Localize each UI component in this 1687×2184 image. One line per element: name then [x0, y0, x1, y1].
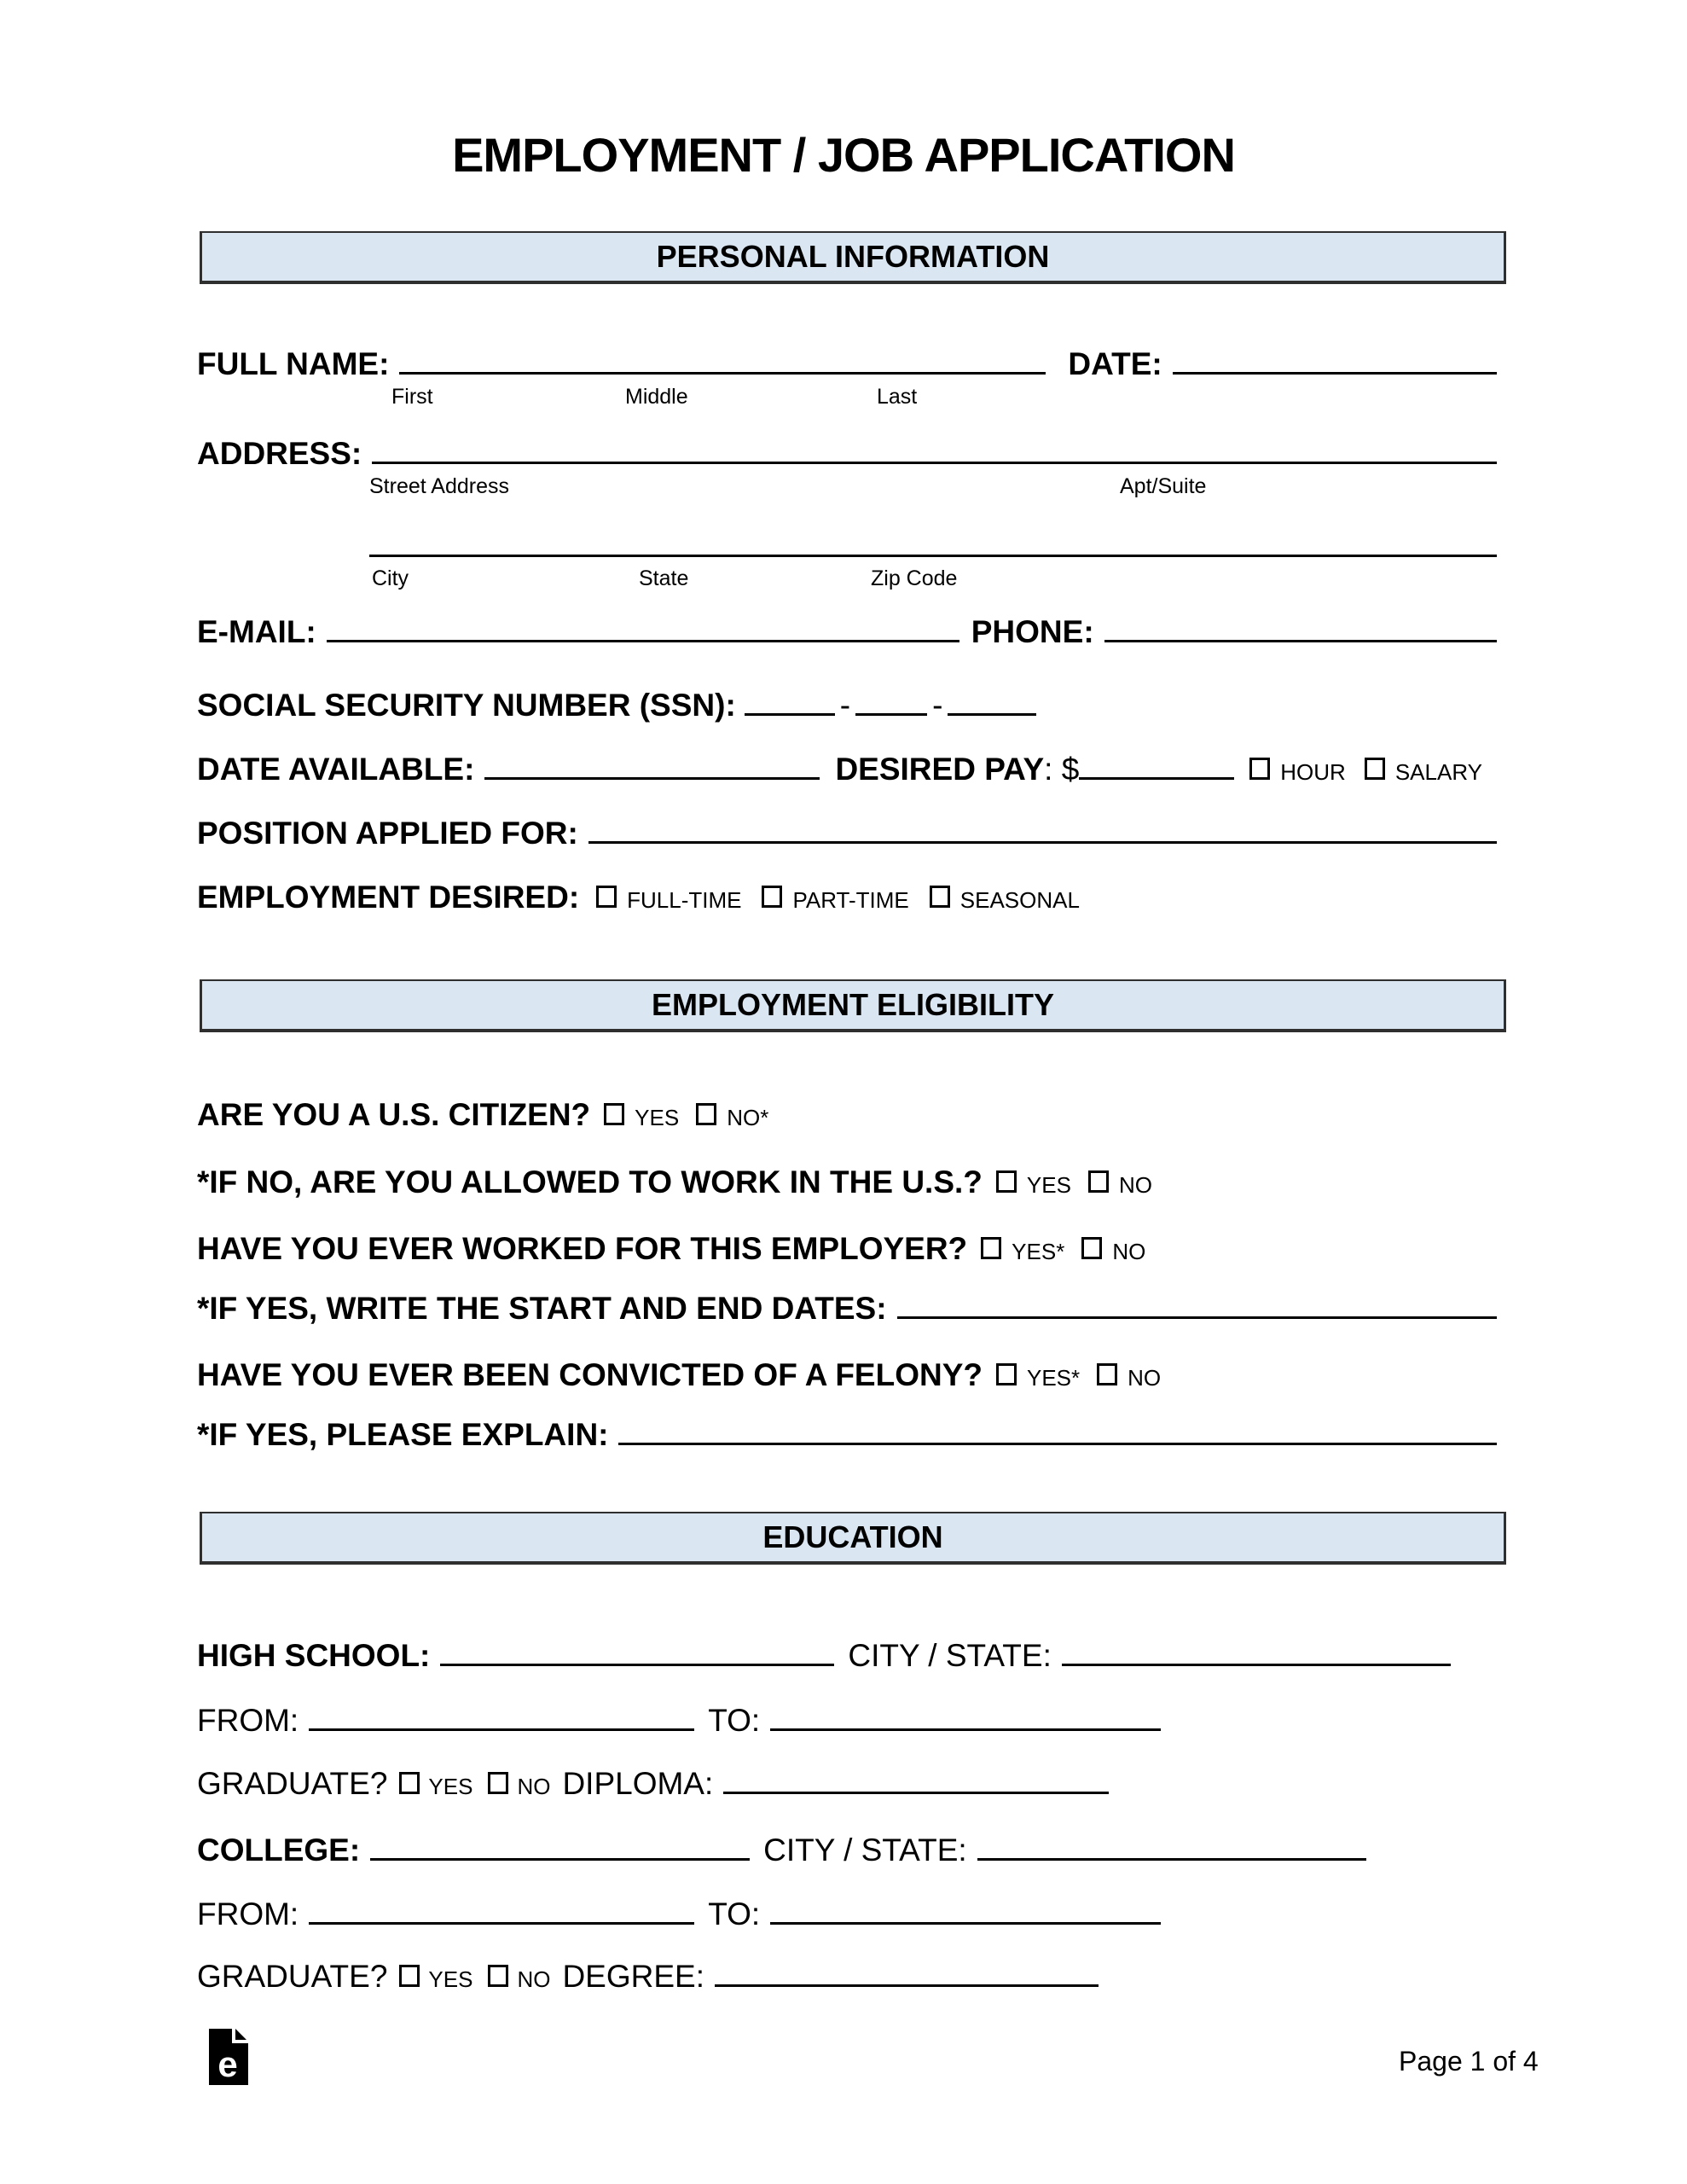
hs-from-line[interactable] [309, 1718, 694, 1731]
full-time-checkbox[interactable] [596, 886, 617, 908]
allowed-yes-checkbox[interactable] [996, 1170, 1017, 1193]
position-line[interactable] [588, 831, 1497, 844]
date-label: DATE: [1068, 346, 1162, 381]
high-school-label: HIGH SCHOOL: [197, 1638, 431, 1673]
hs-from-label: FROM: [197, 1703, 299, 1738]
explain-line[interactable] [618, 1432, 1497, 1445]
full-name-row [197, 346, 1497, 382]
college-graduate-yes-label: YES [428, 1966, 473, 1992]
hs-graduate-row [197, 1766, 1497, 1804]
worked-yes-label: YES* [1012, 1239, 1065, 1264]
sublabel-state: State [639, 566, 689, 590]
worked-no-checkbox[interactable] [1081, 1237, 1102, 1259]
full-time-option-label: FULL-TIME [627, 887, 742, 913]
hs-graduate-no-checkbox[interactable] [488, 1772, 508, 1794]
college-graduate-no-checkbox[interactable] [488, 1965, 508, 1987]
diploma-line[interactable] [723, 1781, 1109, 1794]
college-graduate-label: GRADUATE? [197, 1959, 388, 1994]
college-graduate-yes-checkbox[interactable] [399, 1965, 420, 1987]
salary-option-label: SALARY [1394, 759, 1482, 785]
start-end-dates-row [197, 1291, 1497, 1327]
hs-city-state-line[interactable] [1062, 1653, 1451, 1666]
date-line[interactable] [1173, 362, 1497, 375]
felony-yes-label: YES* [1027, 1365, 1081, 1391]
college-city-state-line[interactable] [977, 1848, 1366, 1861]
street-address-line[interactable] [372, 451, 1497, 464]
part-time-checkbox[interactable] [762, 886, 782, 908]
sublabel-city: City [372, 566, 409, 590]
explain-row [197, 1417, 1497, 1453]
address-row [197, 436, 1497, 472]
section-header-education-label: EDUCATION [762, 1519, 943, 1554]
citizen-question-row [197, 1097, 1497, 1136]
sublabel-street-address: Street Address [369, 474, 509, 498]
part-time-option-label: PART-TIME [792, 887, 909, 913]
ssn-segment-2[interactable] [855, 703, 927, 716]
email-phone-row [197, 614, 1497, 650]
college-graduate-no-label: NO [517, 1966, 551, 1992]
worked-question-label: HAVE YOU EVER WORKED FOR THIS EMPLOYER? [197, 1231, 968, 1266]
start-end-dates-line[interactable] [897, 1306, 1497, 1319]
section-header-personal-label: PERSONAL INFORMATION [656, 239, 1050, 274]
hour-checkbox[interactable] [1249, 758, 1270, 780]
hs-to-line[interactable] [770, 1718, 1161, 1731]
logo-fold-icon [235, 2029, 246, 2040]
college-from-label: FROM: [197, 1896, 299, 1931]
sublabel-last: Last [877, 385, 918, 409]
sublabel-apt-suite: Apt/Suite [1120, 474, 1207, 498]
page-title: EMPLOYMENT / JOB APPLICATION [452, 128, 1235, 182]
section-header-eligibility-label: EMPLOYMENT ELIGIBILITY [651, 987, 1054, 1022]
diploma-label: DIPLOMA: [562, 1766, 714, 1801]
sublabel-middle: Middle [625, 385, 688, 409]
hs-from-to-row [197, 1703, 1497, 1739]
degree-line[interactable] [715, 1974, 1099, 1987]
college-graduate-row [197, 1959, 1497, 1997]
desired-pay-label: DESIRED PAY [835, 752, 1045, 787]
page-number: Page 1 of 4 [1399, 2046, 1539, 2077]
seasonal-checkbox[interactable] [930, 886, 950, 908]
sublabel-zip-code: Zip Code [871, 566, 958, 590]
hour-option-label: HOUR [1280, 759, 1346, 785]
allowed-no-label: NO [1118, 1172, 1152, 1198]
worked-no-label: NO [1112, 1239, 1146, 1264]
ssn-label: SOCIAL SECURITY NUMBER (SSN): [197, 688, 736, 723]
section-header-eligibility [200, 979, 1506, 1032]
citizen-no-checkbox[interactable] [696, 1103, 716, 1125]
date-available-pay-row [197, 752, 1497, 790]
worked-yes-checkbox[interactable] [981, 1237, 1001, 1259]
full-name-label: FULL NAME: [197, 346, 390, 381]
explain-label: *IF YES, PLEASE EXPLAIN: [197, 1417, 609, 1452]
citizen-no-label: NO* [727, 1105, 769, 1130]
desired-pay-suffix: : $ [1044, 752, 1080, 787]
start-end-dates-label: *IF YES, WRITE THE START AND END DATES: [197, 1291, 887, 1326]
hs-city-state-label: CITY / STATE: [848, 1638, 1052, 1673]
address-label: ADDRESS: [197, 436, 362, 471]
email-label: E-MAIL: [197, 614, 316, 649]
college-from-to-row [197, 1896, 1497, 1932]
college-line[interactable] [370, 1848, 750, 1861]
seasonal-option-label: SEASONAL [959, 887, 1080, 913]
ssn-dash-1: - [839, 688, 851, 723]
allowed-question-label: *IF NO, ARE YOU ALLOWED TO WORK IN THE U.S.? [197, 1165, 983, 1199]
felony-question-row [197, 1357, 1497, 1396]
felony-yes-checkbox[interactable] [996, 1363, 1017, 1385]
college-row [197, 1833, 1497, 1868]
section-header-education [200, 1512, 1506, 1565]
hs-graduate-yes-label: YES [428, 1774, 473, 1799]
logo-letter: e [217, 2044, 238, 2084]
hs-graduate-yes-checkbox[interactable] [399, 1772, 420, 1794]
felony-question-label: HAVE YOU EVER BEEN CONVICTED OF A FELONY? [197, 1357, 983, 1392]
citizen-yes-checkbox[interactable] [604, 1103, 624, 1125]
college-label: COLLEGE: [197, 1833, 361, 1867]
email-line[interactable] [327, 630, 959, 642]
date-available-label: DATE AVAILABLE: [197, 752, 475, 787]
position-label: POSITION APPLIED FOR: [197, 816, 578, 851]
citizen-yes-label: YES [635, 1105, 680, 1130]
salary-checkbox[interactable] [1365, 758, 1385, 780]
full-name-line[interactable] [399, 362, 1046, 375]
college-from-line[interactable] [309, 1912, 694, 1925]
sublabel-first: First [391, 385, 433, 409]
ssn-segment-3[interactable] [948, 703, 1036, 716]
desired-pay-line[interactable] [1079, 767, 1234, 780]
eforms-logo [209, 2029, 248, 2085]
employment-desired-label: EMPLOYMENT DESIRED: [197, 880, 580, 915]
section-header-personal [200, 231, 1506, 284]
position-row [197, 816, 1497, 851]
date-available-line[interactable] [484, 767, 820, 780]
worked-question-row [197, 1231, 1497, 1269]
hs-to-label: TO: [708, 1703, 761, 1738]
ssn-segment-1[interactable] [745, 703, 835, 716]
hs-graduate-no-label: NO [517, 1774, 551, 1799]
ssn-row [197, 688, 1497, 723]
college-city-state-label: CITY / STATE: [763, 1833, 967, 1867]
address-line-2[interactable] [369, 555, 1497, 557]
allowed-question-row [197, 1165, 1497, 1203]
phone-label: PHONE: [971, 614, 1094, 649]
employment-desired-row [197, 880, 1497, 918]
college-to-label: TO: [708, 1896, 761, 1931]
felony-no-checkbox[interactable] [1097, 1363, 1117, 1385]
high-school-row [197, 1638, 1497, 1674]
citizen-question-label: ARE YOU A U.S. CITIZEN? [197, 1097, 591, 1132]
college-to-line[interactable] [770, 1912, 1161, 1925]
high-school-line[interactable] [440, 1653, 834, 1666]
allowed-yes-label: YES [1026, 1172, 1071, 1198]
ssn-dash-2: - [932, 688, 943, 723]
hs-graduate-label: GRADUATE? [197, 1766, 388, 1801]
phone-line[interactable] [1104, 630, 1497, 642]
felony-no-label: NO [1128, 1365, 1162, 1391]
degree-label: DEGREE: [562, 1959, 704, 1994]
allowed-no-checkbox[interactable] [1088, 1170, 1109, 1193]
